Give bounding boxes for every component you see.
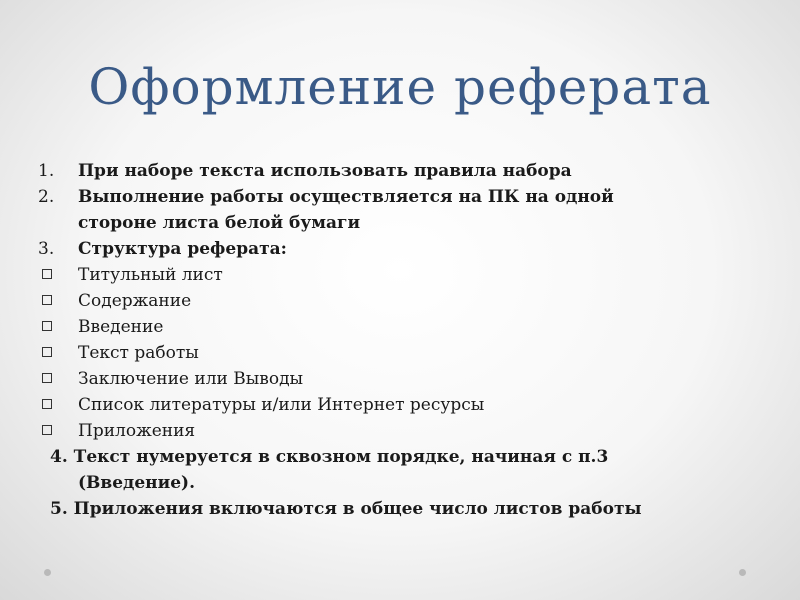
structure-item bbox=[0, 262, 800, 288]
point-4-line-2: (Введение). bbox=[78, 473, 196, 493]
structure-item-text: Заключение или Выводы bbox=[78, 369, 304, 389]
numbered-item-3 bbox=[0, 236, 800, 262]
structure-item bbox=[0, 288, 800, 314]
item-number: 2. bbox=[38, 187, 55, 207]
item-text: При наборе текста использовать правила набора bbox=[78, 161, 572, 181]
point-5 bbox=[0, 496, 800, 522]
corner-dot-left bbox=[44, 569, 51, 576]
item-text: Выполнение работы осуществляется на ПК на одной стороне листа белой бумаги bbox=[78, 187, 614, 233]
structure-item-text: Содержание bbox=[78, 291, 192, 311]
corner-dot-right bbox=[739, 569, 746, 576]
checkbox-bullet-icon bbox=[42, 347, 52, 357]
slide-content bbox=[0, 158, 800, 522]
checkbox-bullet-icon bbox=[42, 295, 52, 305]
numbered-item-1 bbox=[0, 158, 800, 184]
structure-item bbox=[0, 366, 800, 392]
structure-item bbox=[0, 340, 800, 366]
checkbox-bullet-icon bbox=[42, 399, 52, 409]
checkbox-bullet-icon bbox=[42, 269, 52, 279]
checkbox-bullet-icon bbox=[42, 321, 52, 331]
structure-item-text: Приложения bbox=[78, 421, 196, 441]
point-5-text: 5. Приложения включаются в общее число листов работы bbox=[50, 499, 642, 519]
structure-item bbox=[0, 314, 800, 340]
structure-item bbox=[0, 392, 800, 418]
slide-title: Оформление реферата bbox=[88, 58, 712, 116]
numbered-item-2 bbox=[0, 184, 800, 236]
structure-item-text: Введение bbox=[78, 317, 164, 337]
structure-item-text: Титульный лист bbox=[78, 265, 223, 285]
structure-item-text: Список литературы и/или Интернет ресурсы bbox=[78, 395, 485, 415]
point-4-text bbox=[50, 444, 790, 496]
structure-item-text: Текст работы bbox=[78, 343, 199, 363]
item-number: 3. bbox=[38, 239, 55, 259]
item-number: 1. bbox=[38, 161, 55, 181]
checkbox-bullet-icon bbox=[42, 425, 52, 435]
structure-item bbox=[0, 418, 800, 444]
point-4-line-1: 4. Текст нумеруется в сквозном порядке, начиная с п.3 bbox=[50, 447, 609, 467]
point-4 bbox=[0, 444, 800, 496]
checkbox-bullet-icon bbox=[42, 373, 52, 383]
item-text: Структура реферата: bbox=[78, 239, 287, 259]
